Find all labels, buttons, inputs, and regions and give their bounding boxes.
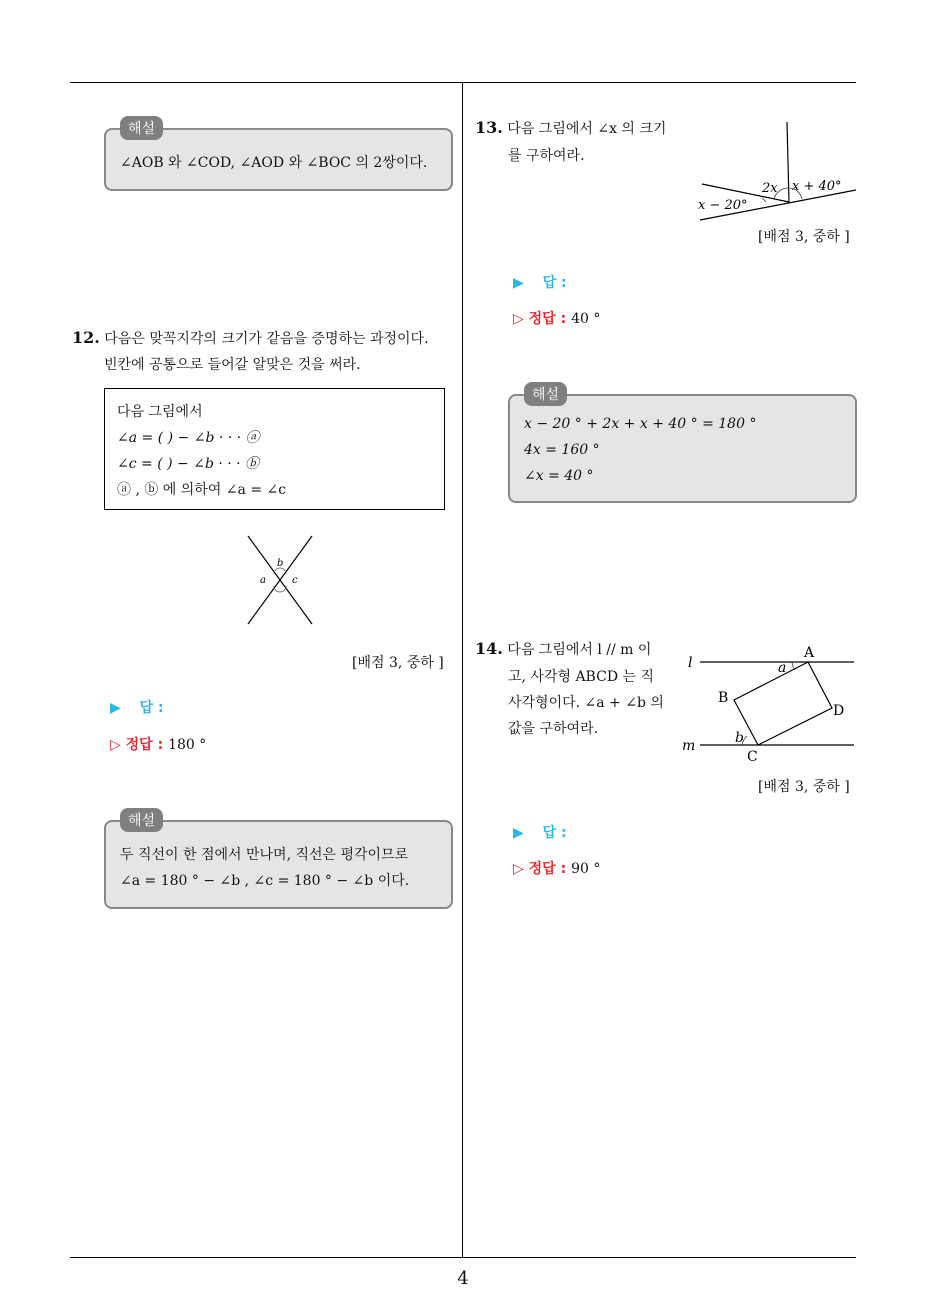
- q12-score: [배점 3, 중하 ]: [352, 655, 444, 671]
- q14-answer-label: 답 :: [542, 825, 567, 841]
- q14-figure: [680, 640, 860, 770]
- q12-correct-label: 정답 :: [125, 737, 164, 753]
- q13-explanation-box: [508, 387, 857, 503]
- q14-prompt-line1: [475, 639, 651, 659]
- triangle-outline-icon: ▷: [110, 737, 121, 753]
- q12-number: 12.: [72, 328, 100, 347]
- q13-correct-label: 정답 :: [528, 311, 567, 327]
- q14-prompt-line2: 고, 사각형 ABCD 는 직: [508, 669, 654, 685]
- q12-box-line1: 다음 그림에서: [117, 404, 203, 420]
- q14-answer-row: [513, 822, 567, 842]
- q13-correct-row: [513, 308, 600, 328]
- q13-explanation-line3: ∠x = 40 °: [524, 468, 594, 484]
- q13-number: 13.: [475, 118, 503, 137]
- play-icon: ▶: [513, 825, 524, 841]
- q13-label-left: x − 20°: [698, 198, 748, 213]
- explanation-tag: 해설: [120, 808, 163, 832]
- q14-label-A: A: [804, 645, 815, 661]
- play-icon: ▶: [110, 700, 121, 716]
- q12-box-line4: ⓐ , ⓑ 에 의하여 ∠a = ∠c: [117, 482, 287, 498]
- q12-label-c: c: [292, 575, 298, 586]
- q14-label-l: l: [688, 655, 693, 671]
- q12-prompt-line1: [72, 328, 429, 348]
- q12-text1: 다음은 맞꼭지각의 크기가 같음을 증명하는 과정이다.: [104, 331, 429, 347]
- q12-correct-value: 180 °: [168, 737, 207, 753]
- q14-number: 14.: [475, 639, 503, 658]
- column-divider: [462, 82, 463, 1258]
- prev-explanation-text: ∠AOB 와 ∠COD, ∠AOD 와 ∠BOC 의 2쌍이다.: [120, 155, 428, 171]
- q14-label-C: C: [747, 749, 758, 765]
- q14-label-m: m: [682, 738, 696, 754]
- page-number: 4: [457, 1268, 469, 1289]
- q12-figure: [240, 530, 320, 630]
- q14-angle-arcs: [742, 662, 795, 745]
- q12-proof-box: [104, 388, 445, 510]
- prev-explanation-box: [104, 121, 453, 191]
- q13-answer-row: [513, 272, 567, 292]
- q13-figure: [696, 118, 860, 228]
- q13-correct-value: 40 °: [571, 311, 601, 327]
- q12-explanation-line1: 두 직선이 한 점에서 만나며, 직선은 평각이므로: [120, 847, 409, 863]
- q13-prompt-line2: 를 구하여라.: [508, 148, 585, 164]
- q12-answer-label: 답 :: [139, 700, 164, 716]
- q14-label-D: D: [833, 703, 845, 719]
- triangle-outline-icon: ▷: [513, 311, 524, 327]
- q13-score: [배점 3, 중하 ]: [758, 229, 850, 245]
- explanation-tag: 해설: [120, 116, 163, 140]
- q13-text1: 다음 그림에서 ∠x 의 크기: [507, 121, 667, 137]
- q13-label-right: x + 40°: [792, 179, 842, 194]
- q12-box-line3: ∠c = ( ) − ∠b · · · ⓑ: [117, 456, 260, 472]
- q12-explanation-box: [104, 813, 453, 909]
- bottom-rule: [70, 1257, 856, 1258]
- q14-label-B: B: [718, 690, 729, 706]
- q14-correct-value: 90 °: [571, 861, 601, 877]
- q14-text1: 다음 그림에서 l // m 이: [507, 642, 652, 658]
- q13-explanation-line2: 4x = 160 °: [524, 442, 600, 458]
- play-icon: ▶: [513, 275, 524, 291]
- q13-prompt-line1: [475, 118, 666, 138]
- q13-answer-label: 답 :: [542, 275, 567, 291]
- q13-ray-vertical: [787, 122, 789, 202]
- q12-label-a: a: [260, 575, 266, 586]
- q12-label-b: b: [277, 558, 284, 569]
- explanation-tag: 해설: [524, 382, 567, 406]
- q14-correct-label: 정답 :: [528, 861, 567, 877]
- q14-label-a: a: [778, 660, 787, 676]
- q12-explanation-line2: ∠a = 180 ° − ∠b , ∠c = 180 ° − ∠b 이다.: [120, 873, 410, 889]
- q12-answer-row: [110, 697, 164, 717]
- triangle-outline-icon: ▷: [513, 861, 524, 877]
- q12-correct-row: [110, 734, 206, 754]
- q14-score: [배점 3, 중하 ]: [758, 779, 850, 795]
- q14-label-b: b: [735, 730, 744, 746]
- q12-prompt-line2: 빈칸에 공통으로 들어갈 알맞은 것을 써라.: [104, 357, 361, 373]
- q13-label-mid: 2x: [762, 181, 778, 196]
- q14-prompt-line4: 값을 구하여라.: [508, 721, 599, 737]
- q13-explanation-line1: x − 20 ° + 2x + x + 40 ° = 180 °: [524, 416, 757, 432]
- q12-box-line2: ∠a = ( ) − ∠b · · · ⓐ: [117, 430, 260, 446]
- q14-prompt-line3: 사각형이다. ∠a + ∠b 의: [508, 695, 664, 711]
- top-rule: [70, 82, 856, 83]
- q14-correct-row: [513, 858, 600, 878]
